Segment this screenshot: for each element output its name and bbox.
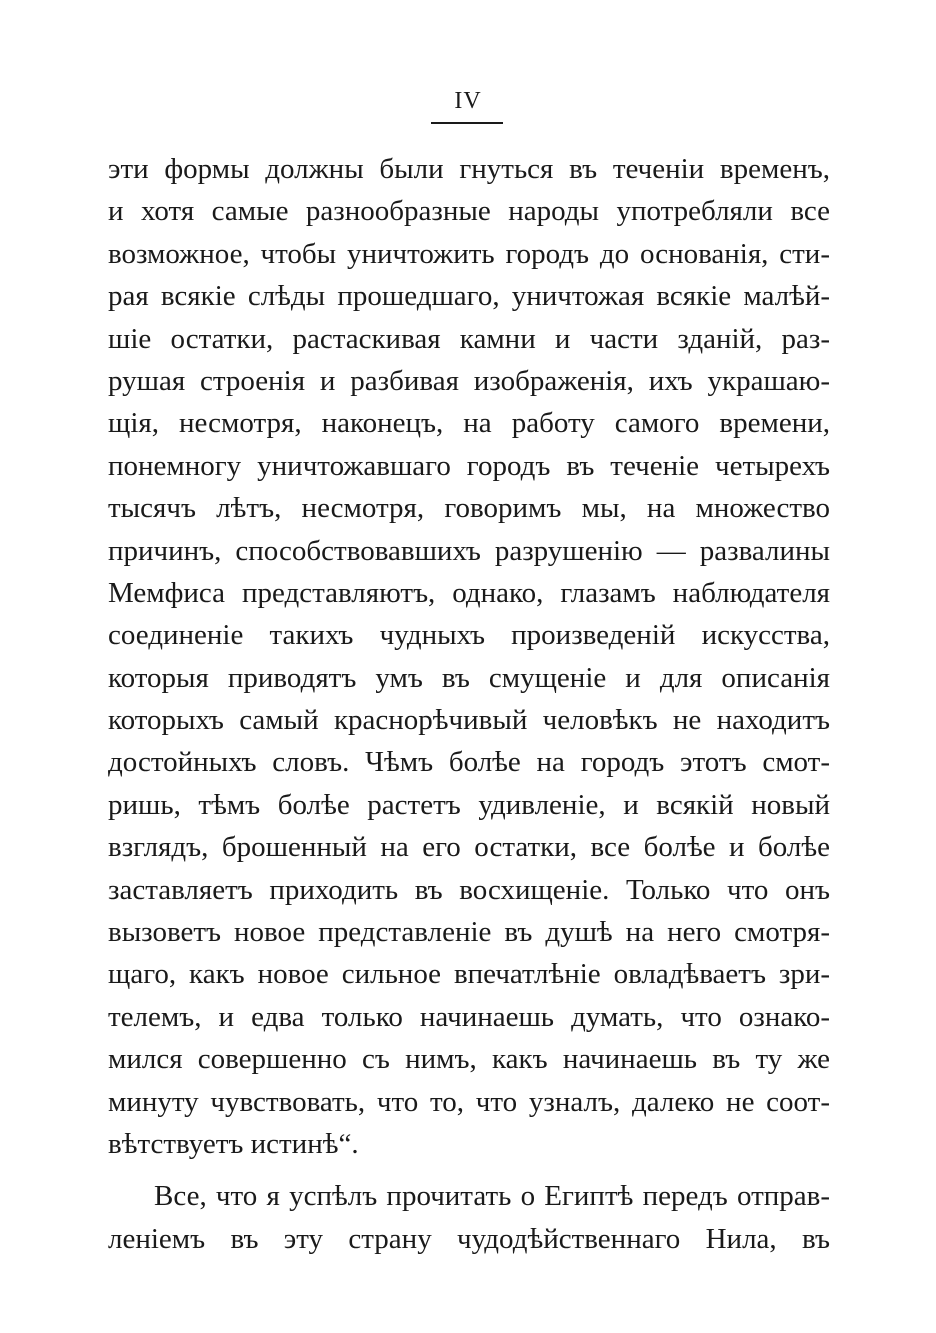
paragraph-spacer [108, 1165, 830, 1175]
text-line: тысячъ лѣтъ, несмотря, говоримъ мы, на множество [108, 492, 830, 525]
text-line: вызоветъ новое представленіе въ душѣ на него смотря- [108, 916, 830, 949]
text-line: вѣтствуетъ истинѣ“. [108, 1127, 359, 1160]
text-line: леніемъ въ эту страну чудодѣйственнаго Нила, въ [108, 1222, 830, 1255]
body-text [108, 148, 830, 1260]
text-line: возможное, чтобы уничтожить городъ до основанія, сти- [108, 237, 830, 270]
text-line: щія, несмотря, наконецъ, на работу самого времени, [108, 407, 830, 440]
text-line: Все, что я успѣлъ прочитать о Египтѣ передъ отправ- [154, 1180, 830, 1213]
text-line: соединеніе такихъ чудныхъ произведеній искусства, [108, 619, 830, 652]
page-number: IV [454, 88, 482, 114]
text-line: которыя приводятъ умъ въ смущеніе и для описанія [108, 661, 830, 694]
text-line: взглядъ, брошенный на его остатки, все болѣе и болѣе [108, 831, 830, 864]
text-line: понемногу уничтожавшаго городъ въ теченіе четырехъ [108, 449, 830, 482]
text-line: щаго, какъ новое сильное впечатлѣніе овладѣваетъ зри- [108, 958, 830, 991]
text-line: и хотя самые разнообразные народы употребляли все [108, 195, 830, 228]
text-line: которыхъ самый краснорѣчивый человѣкъ не находитъ [108, 704, 830, 737]
text-line: ришь, тѣмъ болѣе растетъ удивленіе, и всякій новый [108, 788, 830, 821]
text-line: рушая строенія и разбивая изображенія, ихъ украшаю- [108, 364, 830, 397]
text-line: заставляетъ приходить въ восхищеніе. Только что онъ [108, 873, 830, 906]
text-line: достойныхъ словъ. Чѣмъ болѣе на городъ этотъ смот- [108, 746, 830, 779]
text-line: телемъ, и едва только начинаешь думать, что ознако- [108, 1000, 830, 1033]
text-line: Мемфиса представляютъ, однако, глазамъ наблюдателя [108, 576, 830, 609]
header-rule [431, 122, 503, 124]
paragraph-2 [108, 1175, 830, 1260]
text-line: рая всякіе слѣды прошедшаго, уничтожая всякіе малѣй- [108, 280, 830, 313]
text-line: шіе остатки, растаскивая камни и части зданій, раз- [108, 322, 830, 355]
text-line: причинъ, способствовавшихъ разрушенію — развалины [108, 534, 830, 567]
text-line: мился совершенно съ нимъ, какъ начинаешь въ ту же [108, 1043, 830, 1076]
text-line: эти формы должны были гнуться въ теченіи временъ, [108, 153, 830, 185]
paragraph-1 [108, 148, 830, 1165]
text-line: минуту чувствовать, что то, что узналъ, далеко не соот- [108, 1085, 830, 1118]
